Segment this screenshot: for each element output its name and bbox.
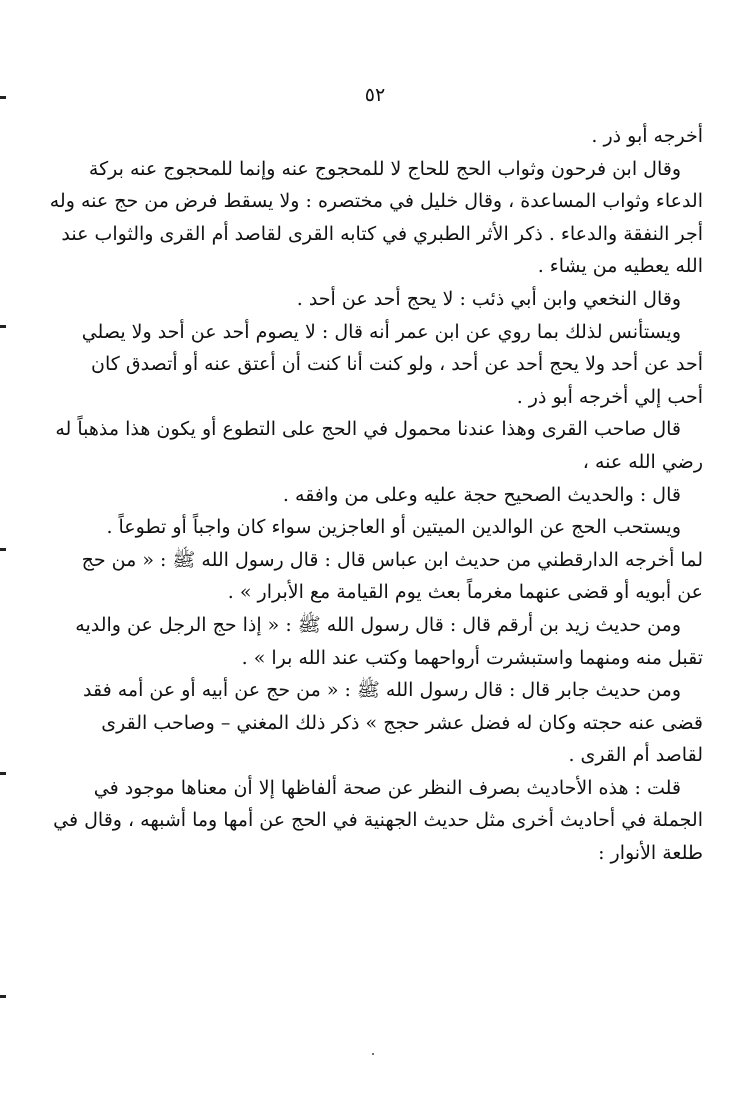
text-line: عن أبويه أو قضى عنهما مغرماً بعث يوم القيامة مع الأبرار » .: [227, 581, 703, 604]
text-line: رضي الله عنه ،: [582, 450, 703, 473]
text-line: أحب إلي أخرجه أبو ذر .: [516, 385, 703, 408]
scan-margin-mark: [0, 548, 6, 551]
text-line: الدعاء وثواب المساعدة ، وقال خليل في مختصره : ولا يسقط فرض من حج عنه وله: [49, 190, 703, 213]
text-line: قال : والحديث الصحيح حجة عليه وعلى من وافقه .: [282, 483, 681, 506]
text-line: وقال ابن فرحون وثواب الحج للحاج لا للمحجوج عنه وإنما للمحجوج عنه بركة: [88, 157, 681, 180]
text-line: أجر النفقة والدعاء . ذكر الأثر الطبري في كتابه القرى لقاصد أم القرى والثواب عند: [61, 222, 703, 245]
scan-margin-mark: [0, 96, 6, 99]
text-line: الجملة في أحاديث أخرى مثل حديث الجهنية في الحج عن أمها وما أشبهه ، وقال في: [53, 809, 703, 832]
scan-speck: [372, 1053, 374, 1055]
text-line: لما أخرجه الدارقطني من حديث ابن عباس قال : قال رسول الله ﷺ : « من حج: [81, 548, 703, 571]
scan-margin-mark: [0, 325, 6, 328]
body-text: [49, 120, 703, 870]
text-line: قضى عنه حجته وكان له فضل عشر حجج » ذكر ذلك المغني – وصاحب القرى: [101, 711, 703, 734]
text-line: طلعة الأنوار :: [598, 842, 703, 865]
scan-margin-mark: [0, 772, 6, 775]
text-line: وقال النخعي وابن أبي ذئب : لا يحج أحد عن أحد .: [296, 287, 681, 310]
text-line: تقبل منه ومنهما واستبشرت أرواحهما وكتب عند الله برا » .: [241, 646, 703, 669]
text-line: لقاصد أم القرى .: [568, 744, 703, 767]
text-line: قلت : هذه الأحاديث بصرف النظر عن صحة ألفاظها إلا أن معناها موجود في: [93, 776, 681, 799]
text-line: أحد عن أحد ولا يحج أحد عن أحد ، ولو كنت أنا كنت أن أعتق عنه أو أتصدق كان: [91, 353, 703, 376]
text-line: ويستحب الحج عن الوالدين الميتين أو العاجزين سواء كان واجباً أو تطوعاً .: [106, 516, 681, 539]
text-line: أخرجه أبو ذر .: [591, 125, 703, 147]
text-line: قال صاحب القرى وهذا عندنا محمول في الحج على التطوع أو يكون هذا مذهباً له: [55, 418, 681, 441]
text-line: ويستأنس لذلك بما روي عن ابن عمر أنه قال : لا يصوم أحد عن أحد ولا يصلي: [81, 320, 681, 343]
page-number: ٥٢: [364, 84, 386, 106]
text-line: ومن حديث زيد بن أرقم قال : قال رسول الله ﷺ : « إذا حج الرجل عن والديه: [75, 613, 681, 636]
text-line: ومن حديث جابر قال : قال رسول الله ﷺ : « من حج عن أبيه أو عن أمه فقد: [83, 679, 681, 702]
text-line: الله يعطيه من يشاء .: [537, 255, 703, 278]
scan-margin-mark: [0, 995, 6, 998]
